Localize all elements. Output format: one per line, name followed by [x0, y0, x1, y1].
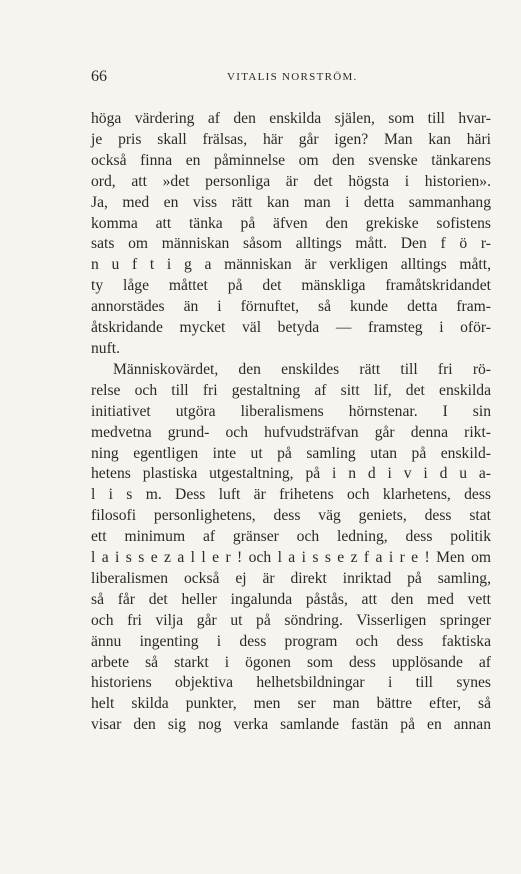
text-line: l i s m. Dess luft är frihetens och klarhetens, dess — [91, 486, 491, 504]
running-head: VITALIS NORSTRÖM. — [227, 71, 358, 83]
body-text — [91, 109, 491, 736]
text-line: nuft. — [91, 339, 121, 357]
text-line: medvetna grund- och hufvudsträfvan går denna rikt- — [91, 423, 491, 441]
text-line: ty låge måttet på det mänskliga framåtskridandet — [91, 277, 491, 295]
text-line: hetens plastiska utgestaltning, på i n d i v i d u a- — [91, 465, 491, 483]
text-line: arbete så starkt i ögonen som dess upplösande af — [91, 653, 491, 671]
text-line: så får det heller ingalunda påstås, att den med vett — [91, 590, 491, 608]
text-line: åtskridande mycket väl betyda — framsteg i oför- — [91, 319, 491, 337]
text-line: ett minimum af gränser och ledning, dess politik — [91, 528, 491, 546]
text-line: också finna en påminnelse om den svenske tänkarens — [91, 151, 491, 169]
text-line: visar den sig nog verka samlande fastän på en annan — [91, 716, 491, 734]
text-line: höga värdering af den enskilda själen, som till hvar- — [91, 110, 491, 127]
text-line: initiativet utgöra liberalismens hörnstenar. I sin — [91, 402, 491, 420]
text-line: ning egentligen inte ut på samling utan på enskild- — [91, 444, 491, 462]
text-line: ord, att »det personliga är det högsta i historien». — [91, 172, 491, 190]
text-line: relse och till fri gestaltning af sitt lif, det enskilda — [91, 381, 491, 399]
text-line: l a i s s e z a l l e r ! och l a i s s e z f a i r e ! Men om — [91, 549, 491, 567]
text-line: n u f t i g a människan är verkligen alltings mått, — [91, 256, 491, 274]
page-header — [91, 68, 490, 92]
text-line: Ja, med en viss rätt kan man i detta sammanhang — [91, 193, 491, 211]
text-line: komma att tänka på äfven den grekiske sofistens — [91, 214, 491, 232]
text-line: liberalismen också ej är direkt inriktad på samling, — [91, 569, 491, 587]
text-line: filosofi personlighetens, dess väg geniets, dess stat — [91, 507, 491, 525]
text-line: Människovärdet, den enskildes rätt till fri rö- — [113, 360, 491, 378]
text-line: helt skilda punkter, men ser man bättre efter, så — [91, 695, 491, 713]
text-line: sats om människan såsom alltings mått. Den f ö r- — [91, 235, 491, 253]
page-number: 66 — [91, 68, 107, 85]
text-line: historiens objektiva helhetsbildningar i till synes — [91, 674, 491, 692]
text-line: och fri vilja går ut på söndring. Visserligen springer — [91, 611, 491, 629]
text-line: je pris skall frälsas, här går igen? Man kan häri — [91, 130, 491, 148]
text-line: annorstädes än i förnuftet, så kunde detta fram- — [91, 298, 491, 316]
text-line: ännu ingenting i dess program och dess faktiska — [91, 632, 491, 650]
